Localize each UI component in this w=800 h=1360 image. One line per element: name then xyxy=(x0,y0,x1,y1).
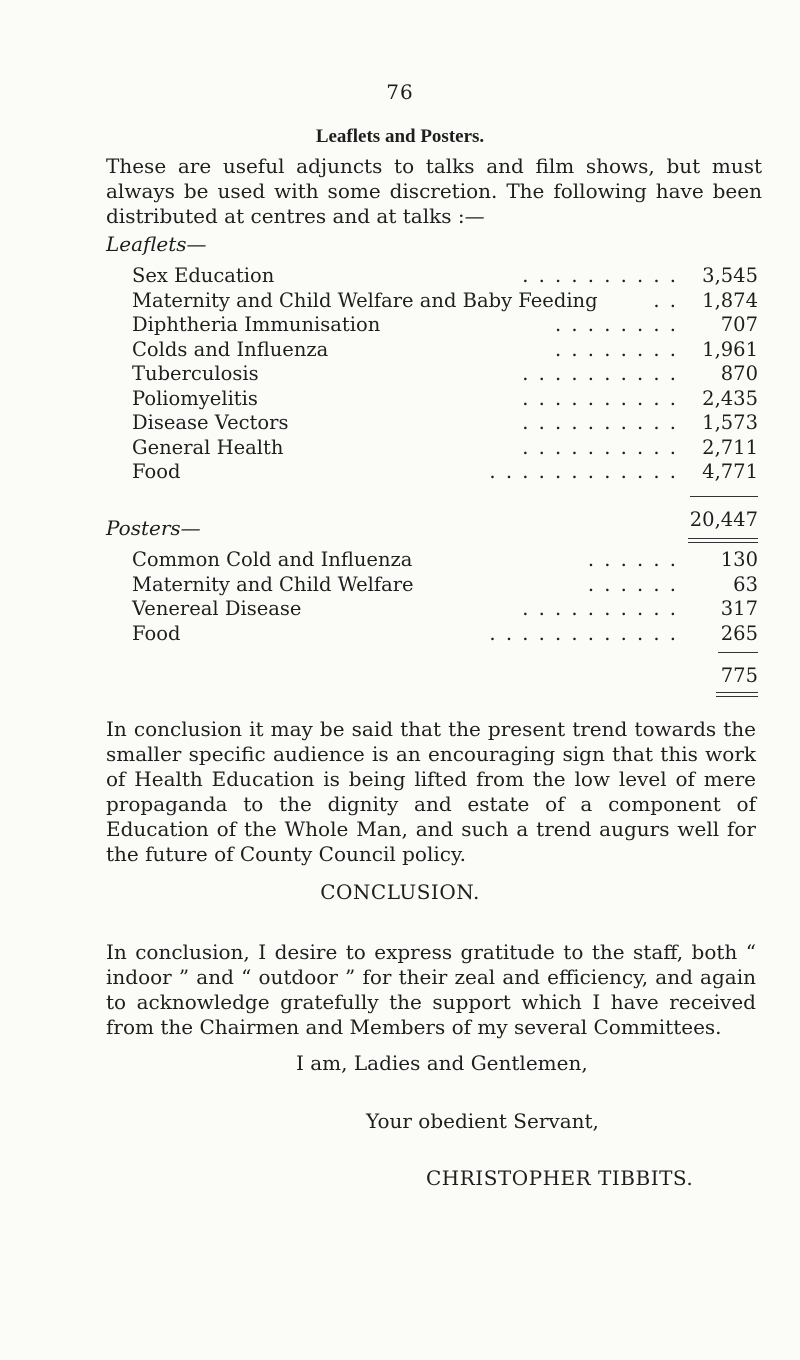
leader-dots: . . . . . . . . xyxy=(555,313,678,336)
leader-dots: . . . . . . . . . . xyxy=(522,597,678,620)
leaflets-heading: Leaflets— xyxy=(106,232,207,256)
row-value: 2,711 xyxy=(702,435,758,459)
table-row xyxy=(132,387,758,412)
posters-heading: Posters— xyxy=(106,516,201,540)
row-label: Sex Education xyxy=(132,264,275,287)
valediction: Your obedient Servant, xyxy=(366,1109,599,1133)
table-row xyxy=(132,622,758,647)
signature: CHRISTOPHER TIBBITS. xyxy=(426,1166,694,1190)
table-row xyxy=(132,411,758,436)
row-label: Food xyxy=(132,460,181,483)
table-row xyxy=(132,597,758,622)
row-label: Common Cold and Influenza xyxy=(132,548,413,571)
leaflets-total: 20,447 xyxy=(689,508,758,531)
leader-dots: . . . . . . . . . . xyxy=(522,411,678,434)
row-value: 3,545 xyxy=(702,264,758,287)
leader-dots: . . . . . . . . xyxy=(555,337,678,361)
posters-total: 775 xyxy=(720,664,758,687)
table-row xyxy=(132,460,758,485)
table-row xyxy=(132,338,758,363)
conclusion-heading: CONCLUSION. xyxy=(320,880,480,904)
leader-dots: . . xyxy=(653,288,678,312)
salutation: I am, Ladies and Gentlemen, xyxy=(296,1051,588,1075)
page-number: 76 xyxy=(386,80,414,104)
table-row xyxy=(132,264,758,289)
row-value: 870 xyxy=(720,362,758,385)
table-row xyxy=(132,548,758,573)
row-label: Colds and Influenza xyxy=(132,337,329,361)
posters-table xyxy=(132,548,758,687)
row-label: General Health xyxy=(132,435,284,459)
row-label: Diphtheria Immunisation xyxy=(132,313,381,336)
subtotal-rule xyxy=(718,652,758,653)
row-value: 317 xyxy=(720,597,758,620)
row-value: 130 xyxy=(720,548,758,571)
section-heading: Leaflets and Posters. xyxy=(315,126,485,147)
row-value: 1,961 xyxy=(702,337,758,361)
total-double-rule xyxy=(688,538,758,543)
row-label: Poliomyelitis xyxy=(132,386,258,410)
table-row xyxy=(132,289,758,314)
leader-dots: . . . . . . . . . . xyxy=(522,264,678,287)
row-value: 63 xyxy=(733,572,758,596)
row-label: Maternity and Child Welfare xyxy=(132,572,414,596)
row-label: Disease Vectors xyxy=(132,411,289,434)
row-value: 1,573 xyxy=(702,411,758,434)
row-label: Tuberculosis xyxy=(132,362,259,385)
row-value: 1,874 xyxy=(702,288,758,312)
row-value: 4,771 xyxy=(702,460,758,483)
leader-dots: . . . . . . . . . . xyxy=(522,386,678,410)
gratitude-paragraph: In conclusion, I desire to express gratitude to the staff, both “ indoor ” and “ outdoor ” for their zeal and efficiency, and again to acknowledge gratefully the support which I have received from the Chairmen and Members of my several Committees. xyxy=(106,940,756,1039)
row-value: 707 xyxy=(720,313,758,336)
leader-dots: . . . . . . . . . . xyxy=(522,435,678,459)
leader-dots: . . . . . . . . . . . . xyxy=(489,460,678,483)
table-row xyxy=(132,436,758,461)
leader-dots: . . . . . . xyxy=(587,572,678,596)
leaflets-table xyxy=(132,264,758,531)
row-value: 2,435 xyxy=(702,386,758,410)
row-label: Maternity and Child Welfare and Baby Feeding xyxy=(132,288,598,312)
row-label: Venereal Disease xyxy=(132,597,302,620)
table-row xyxy=(132,362,758,387)
intro-paragraph: These are useful adjuncts to talks and film shows, but must always be used with some discretion. The following have been distributed at centres and at talks :— xyxy=(106,154,762,228)
total-double-rule xyxy=(716,692,758,697)
subtotal-rule xyxy=(690,496,758,497)
row-label: Food xyxy=(132,621,181,645)
table-row xyxy=(132,313,758,338)
leader-dots: . . . . . . . . . . . . xyxy=(489,621,678,645)
table-row xyxy=(132,573,758,598)
leader-dots: . . . . . . xyxy=(587,548,678,571)
leader-dots: . . . . . . . . . . xyxy=(522,362,678,385)
conclusion-paragraph: In conclusion it may be said that the present trend towards the smaller specific audience is an encouraging sign that this work of Health Education is being lifted from the low level of mere propaganda to the dignity and estate of a component of Education of the Whole Man, and such a trend augurs well for the future of County Council policy. xyxy=(106,717,756,866)
row-value: 265 xyxy=(720,621,758,645)
